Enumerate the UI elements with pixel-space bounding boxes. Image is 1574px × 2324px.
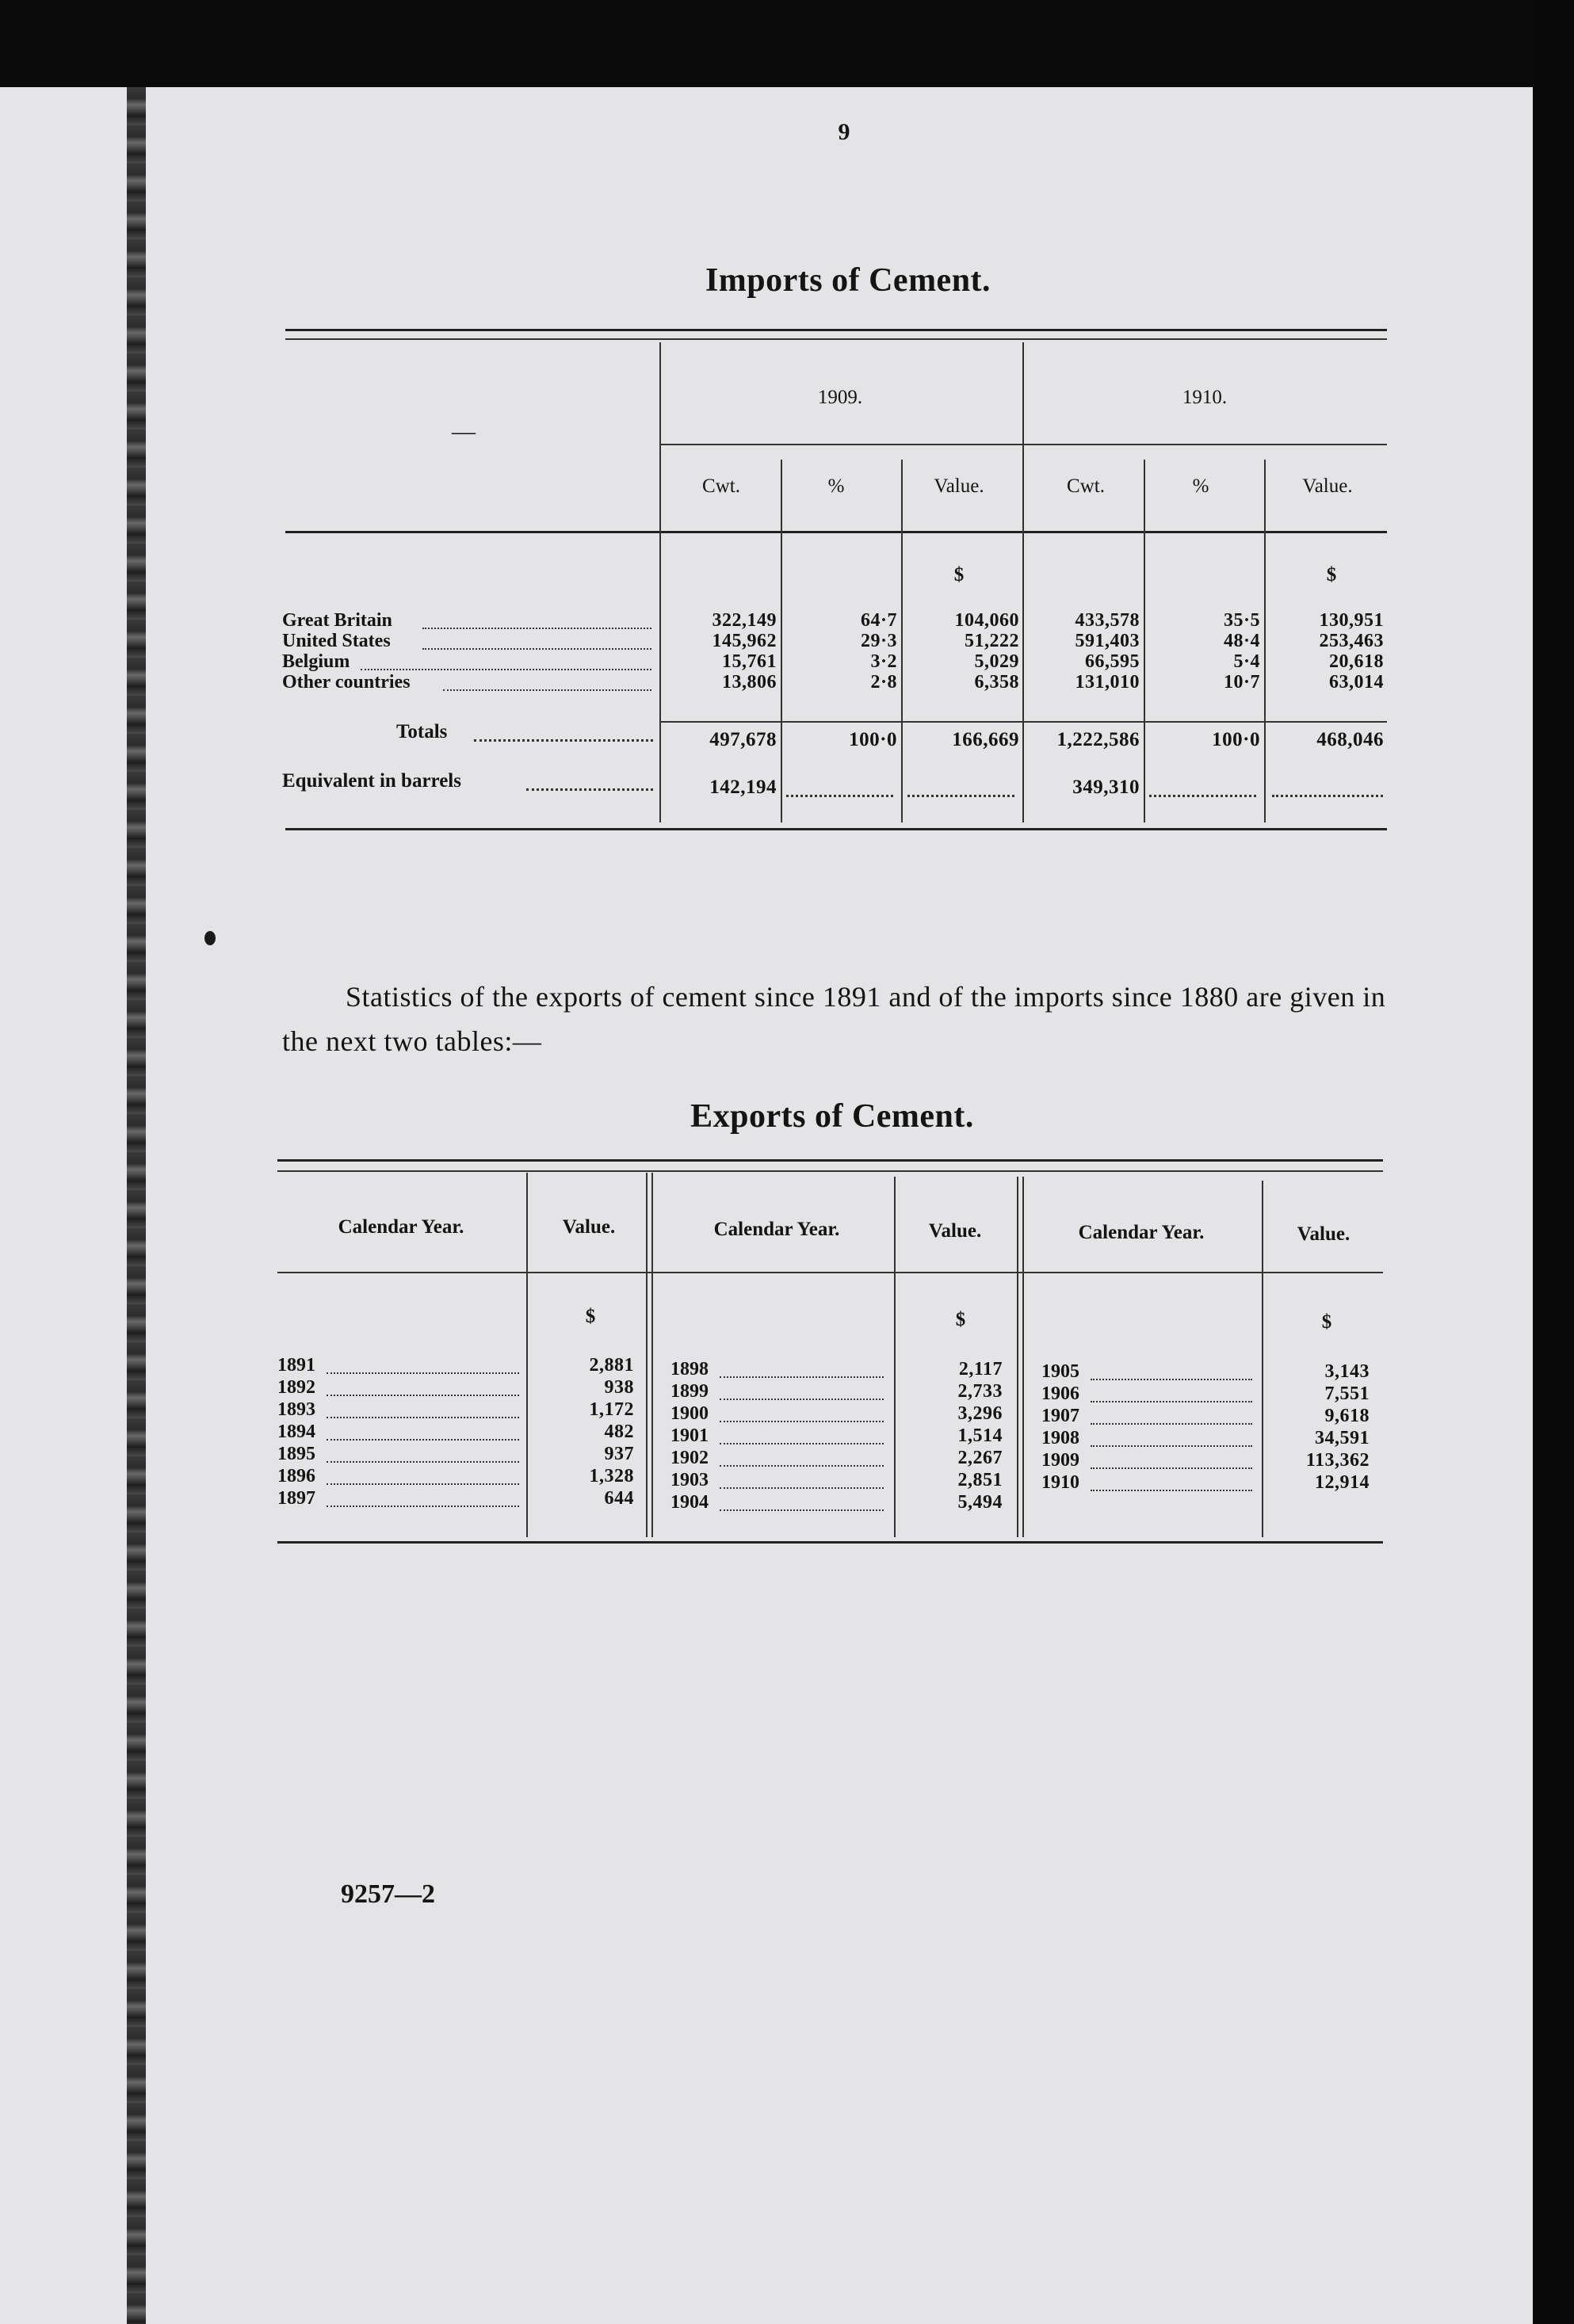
imports-row-val-1909: 5,029 [974,651,1019,672]
imports-row-cwt-1909: 15,761 [722,651,777,672]
imports-row-label: United States [282,631,391,651]
exports-year-2: 1900 [670,1403,709,1424]
exports-year-1: 1897 [277,1488,315,1509]
imports-row-leader [443,689,651,691]
imports-barrels-leader-2 [786,795,893,797]
exports-vrule-2a [646,1173,648,1537]
imports-row-cwt-1909: 13,806 [722,672,777,693]
signature-code: 9257—2 [341,1879,435,1909]
exports-leader-2 [720,1443,884,1444]
exports-leader-1 [327,1372,519,1374]
exports-top-rule-2 [277,1170,1383,1172]
imports-row-pct-1910: 48·4 [1223,631,1260,651]
exports-title: Exports of Cement. [690,1098,974,1135]
imports-row-val-1909: 51,222 [965,631,1019,651]
exports-leader-3 [1091,1445,1252,1447]
exports-leader-2 [720,1509,884,1511]
imports-col-cwt-1910: Cwt. [1067,475,1105,497]
exports-value-3: 7,551 [1324,1383,1370,1404]
imports-totals-label [396,721,447,743]
exports-top-rule [277,1159,1383,1162]
exports-leader-2 [720,1487,884,1489]
exports-value-3: 3,143 [1324,1361,1370,1382]
imports-row-cwt-1909: 322,149 [712,610,777,631]
ink-speck [204,931,216,945]
imports-totals-leader [474,739,653,742]
exports-leader-1 [327,1395,519,1396]
imports-barrels-leader-4 [1149,795,1256,797]
exports-year-2: 1899 [670,1381,709,1402]
imports-top-rule-2 [285,338,1387,340]
imports-totals-val-1910: 468,046 [1316,729,1384,750]
imports-row-pct-1909: 29·3 [860,631,897,651]
exports-leader-2 [720,1399,884,1400]
exports-year-3: 1907 [1041,1406,1079,1426]
imports-vrule-2 [901,460,903,822]
imports-barrels-label-text: Equivalent in barrels [282,770,461,792]
exports-header-rule [277,1272,1383,1273]
exports-value-1: 1,172 [589,1399,634,1420]
imports-totals-cwt-1909: 497,678 [709,729,777,750]
exports-year-2: 1901 [670,1425,709,1446]
exports-leader-3 [1091,1379,1252,1380]
exports-col-year-2: Calendar Year. [713,1219,840,1240]
exports-leader-2 [720,1421,884,1422]
exports-leader-1 [327,1439,519,1441]
imports-row-val-1910: 253,463 [1319,631,1384,651]
imports-barrels-leader-5 [1272,795,1383,797]
imports-year-rule [661,444,1387,445]
imports-row-pct-1910: 5·4 [1233,651,1260,672]
imports-barrels-1910: 349,310 [1072,777,1140,798]
exports-value-3: 34,591 [1315,1428,1370,1448]
exports-col-year-3: Calendar Year. [1078,1222,1205,1243]
imports-top-rule [285,329,1387,331]
exports-year-1: 1895 [277,1444,315,1464]
imports-row-val-1910: 130,951 [1319,610,1384,631]
exports-value-1: 482 [604,1421,634,1442]
exports-year-3: 1909 [1041,1450,1079,1471]
exports-year-1: 1896 [277,1466,315,1486]
imports-col-cwt-1909: Cwt. [702,475,740,497]
exports-col-value-2: Value. [928,1220,982,1242]
imports-row-label: Other countries [282,672,411,693]
imports-row-pct-1910: 35·5 [1223,610,1260,631]
binding-spine [127,87,146,2324]
imports-row-val-1910: 63,014 [1329,672,1384,693]
imports-year-1909: 1909. [817,387,863,408]
imports-totals-cwt-1910: 1,222,586 [1056,729,1140,750]
imports-bottom-rule [285,828,1387,830]
imports-barrels-1909: 142,194 [709,777,777,798]
exports-dollar-3: $ [1321,1311,1332,1333]
imports-row-cwt-1910: 66,595 [1085,651,1140,672]
exports-year-2: 1898 [670,1359,709,1380]
exports-value-1: 2,881 [589,1355,634,1376]
book-binding [0,87,141,2324]
exports-leader-1 [327,1417,519,1418]
exports-year-1: 1893 [277,1399,315,1420]
exports-leader-3 [1091,1467,1252,1469]
exports-vrule-2b [651,1173,653,1537]
exports-leader-3 [1091,1423,1252,1425]
imports-row-pct-1909: 3·2 [870,651,897,672]
imports-row-pct-1909: 64·7 [860,610,897,631]
exports-value-2: 2,117 [958,1359,1003,1380]
imports-dollar-1910: $ [1326,564,1337,586]
imports-row-val-1909: 6,358 [974,672,1019,693]
exports-value-1: 1,328 [589,1466,634,1486]
body-paragraph: Statistics of the exports of cement since 1891 and of the imports since 1880 are given in the next two tables:— [282,981,1386,1057]
exports-vrule-4b [1022,1177,1024,1537]
exports-col-year-1: Calendar Year. [338,1216,464,1238]
exports-value-3: 113,362 [1305,1450,1370,1471]
imports-stub-header: — [452,418,476,445]
imports-totals-label-text: Totals [396,721,448,742]
exports-year-3: 1906 [1041,1383,1079,1404]
imports-col-pct-1910: % [1192,475,1209,497]
exports-leader-3 [1091,1401,1252,1402]
exports-value-2: 2,267 [957,1448,1003,1468]
exports-value-2: 2,851 [957,1470,1003,1490]
exports-bottom-rule [277,1541,1383,1544]
exports-vrule-5 [1262,1181,1263,1537]
exports-year-2: 1903 [670,1470,709,1490]
imports-row-pct-1909: 2·8 [870,672,897,693]
exports-leader-2 [720,1465,884,1467]
imports-row-leader [361,669,651,670]
exports-value-2: 5,494 [957,1492,1003,1513]
exports-year-1: 1891 [277,1355,315,1376]
exports-year-3: 1910 [1041,1472,1079,1493]
imports-header-rule [285,531,1387,533]
imports-row-pct-1910: 10·7 [1223,672,1260,693]
exports-value-1: 937 [604,1444,634,1464]
imports-totals-rule [661,721,1387,723]
imports-dollar-1909: $ [953,564,965,586]
scan-top-border [0,0,1574,87]
scan-right-border [1533,0,1574,2324]
imports-year-1910: 1910. [1182,387,1228,408]
exports-year-2: 1902 [670,1448,709,1468]
imports-barrels-label [282,770,461,792]
imports-row-val-1909: 104,060 [954,610,1019,631]
exports-leader-1 [327,1483,519,1485]
exports-year-3: 1905 [1041,1361,1079,1382]
imports-row-label: Great Britain [282,610,392,631]
exports-dollar-2: $ [955,1309,966,1330]
imports-row-cwt-1910: 591,403 [1075,631,1140,651]
exports-dollar-1: $ [585,1306,596,1327]
exports-col-value-3: Value. [1297,1223,1351,1245]
imports-vrule-3 [1144,460,1145,822]
imports-row-val-1910: 20,618 [1329,651,1384,672]
imports-vrule-mid [1022,342,1024,822]
exports-value-2: 3,296 [957,1403,1003,1424]
exports-leader-3 [1091,1490,1252,1491]
exports-year-3: 1908 [1041,1428,1079,1448]
imports-vrule-1 [781,460,782,822]
exports-vrule-4a [1017,1177,1018,1537]
exports-vrule-3 [894,1177,896,1537]
exports-col-value-1: Value. [562,1216,616,1238]
imports-barrels-leader-3 [907,795,1014,797]
exports-value-1: 644 [604,1488,634,1509]
exports-value-3: 9,618 [1324,1406,1370,1426]
imports-row-leader [422,648,651,650]
imports-title: Imports of Cement. [705,262,991,299]
exports-leader-1 [327,1505,519,1507]
imports-row-cwt-1909: 145,962 [712,631,777,651]
exports-value-1: 938 [604,1377,634,1398]
imports-row-label: Belgium [282,651,350,672]
exports-value-2: 2,733 [957,1381,1003,1402]
imports-barrels-leader [526,788,653,791]
exports-year-2: 1904 [670,1492,709,1513]
imports-totals-val-1909: 166,669 [952,729,1019,750]
page-number: 9 [838,119,850,145]
imports-col-pct-1909: % [827,475,845,497]
imports-col-value-1910: Value. [1302,475,1353,497]
imports-row-cwt-1910: 131,010 [1075,672,1140,693]
imports-vrule-stub [659,342,661,822]
exports-value-2: 1,514 [957,1425,1003,1446]
document-page [146,87,1533,2324]
imports-totals-pct-1910: 100·0 [1212,729,1260,750]
exports-year-1: 1892 [277,1377,315,1398]
imports-col-value-1909: Value. [934,475,984,497]
imports-row-leader [422,628,651,629]
exports-value-3: 12,914 [1315,1472,1370,1493]
exports-vrule-1 [526,1173,528,1537]
exports-year-1: 1894 [277,1421,315,1442]
imports-row-cwt-1910: 433,578 [1075,610,1140,631]
imports-vrule-4 [1264,460,1266,822]
exports-leader-2 [720,1376,884,1378]
imports-totals-pct-1909: 100·0 [849,729,897,750]
exports-leader-1 [327,1461,519,1463]
